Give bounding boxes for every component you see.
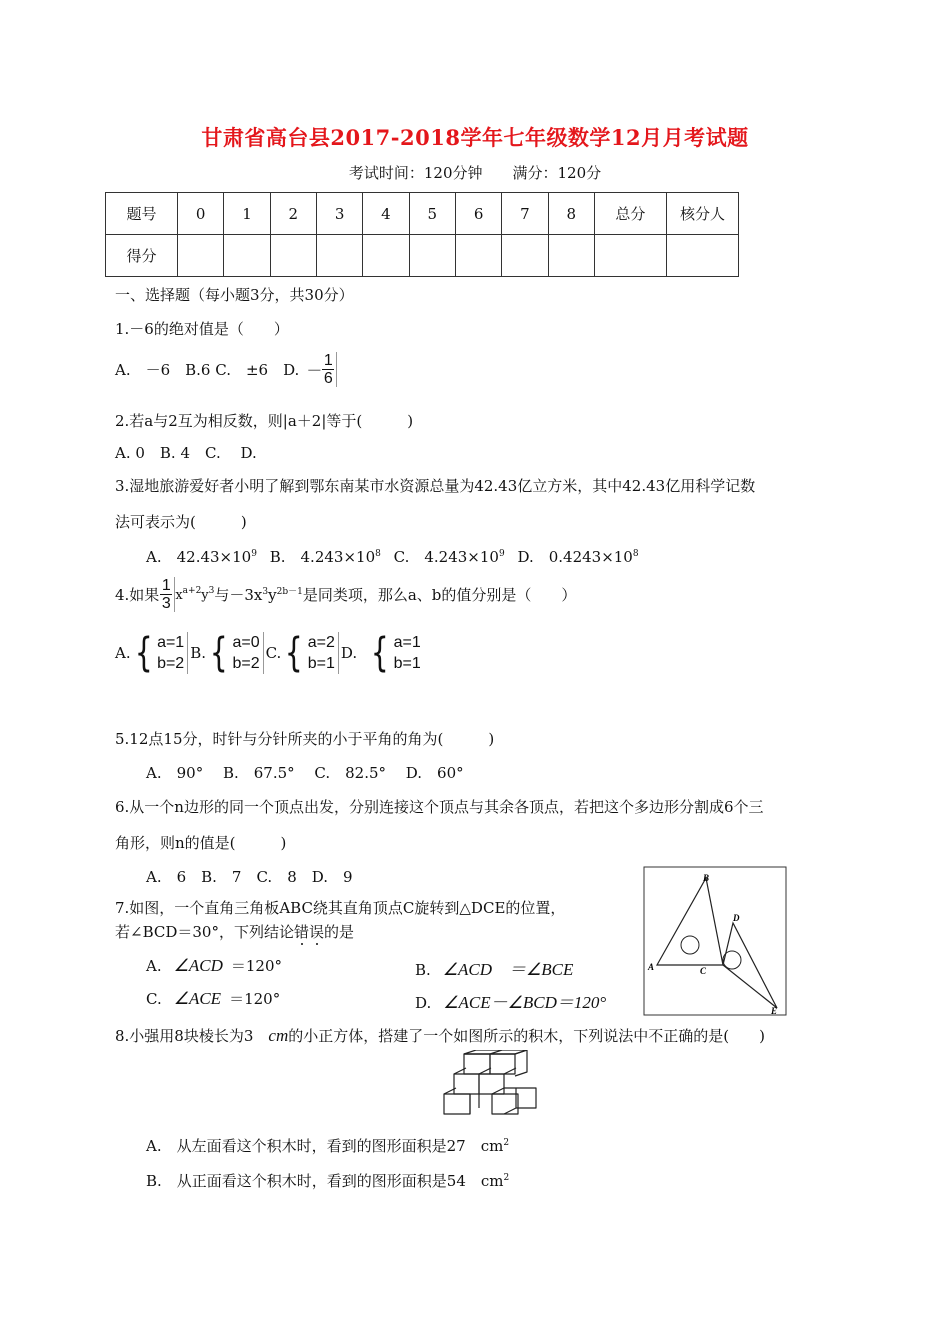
q8-opt-a-text: A. 从左面看这个积木时，看到的图形面积是27 cm bbox=[146, 1137, 504, 1155]
eq-line: b=2 bbox=[157, 655, 185, 672]
triangle-abc bbox=[657, 878, 723, 965]
q4-system-b bbox=[206, 632, 264, 674]
label-a: A bbox=[648, 962, 655, 972]
cell-header: 8 bbox=[548, 193, 594, 235]
cell-header: 0 bbox=[177, 193, 223, 235]
q7-opt-a-expr: ∠ACD bbox=[173, 956, 223, 975]
q3-opt-b-exp: 8 bbox=[375, 549, 381, 559]
q3-option-c bbox=[394, 546, 505, 567]
q4-opt-label: A. bbox=[115, 644, 131, 662]
q7-stem-pre: 若∠BCD＝30°，下列结论 bbox=[115, 923, 294, 941]
q8-opt-b-text: B. 从正面看这个积木时，看到的图形面积是54 cm bbox=[146, 1172, 504, 1190]
section-heading: 一、选择题（每小题3分，共30分） bbox=[115, 286, 354, 304]
cell-header: 总分 bbox=[594, 193, 666, 235]
cell-header: 3 bbox=[316, 193, 362, 235]
cell-header: 2 bbox=[270, 193, 316, 235]
q7-opt-c-val: ＝120° bbox=[229, 990, 281, 1008]
score-cell[interactable] bbox=[455, 235, 501, 277]
q1-frac bbox=[322, 352, 334, 387]
cell-header: 4 bbox=[363, 193, 409, 235]
cube-front-1 bbox=[444, 1094, 470, 1114]
score-cell[interactable] bbox=[177, 235, 223, 277]
q1-frac-num: 1 bbox=[323, 352, 333, 369]
q4-mid: 与－3x bbox=[214, 586, 263, 604]
q3-stem-line1: 3.湿地旅游爱好者小明了解到鄂东南某市水资源总量为42.43亿立方米，其中42.43亿用科学记数 bbox=[115, 477, 756, 495]
q8-option-b bbox=[146, 1170, 509, 1191]
q7-opt-label: C. bbox=[146, 990, 162, 1008]
q4-term1-base: x bbox=[175, 588, 183, 603]
q7-opt-label: D. bbox=[415, 994, 432, 1012]
q7-opt-label: A. bbox=[146, 957, 162, 975]
eq-line: a=1 bbox=[393, 634, 421, 651]
eq-line: b=1 bbox=[307, 655, 335, 672]
q3-options bbox=[146, 546, 639, 567]
cell-header: 1 bbox=[224, 193, 270, 235]
brace-glyph: { bbox=[285, 630, 303, 676]
cube-mid-right bbox=[479, 1074, 504, 1094]
score-cell[interactable] bbox=[363, 235, 409, 277]
q3-option-a bbox=[146, 546, 257, 567]
q6-options: A. 6 B. 7 C. 8 D. 9 bbox=[146, 868, 353, 886]
score-cell[interactable] bbox=[316, 235, 362, 277]
q6-stem-line1: 6.从一个n边形的同一个顶点出发，分别连接这个顶点与其余各顶点，若把这个多边形分割成6个三 bbox=[115, 798, 764, 816]
score-cell[interactable] bbox=[548, 235, 594, 277]
eq-line: b=1 bbox=[393, 655, 421, 672]
score-table bbox=[105, 192, 739, 277]
q4-frac bbox=[159, 577, 175, 612]
q7-figure bbox=[640, 865, 790, 1020]
q4-suffix: 是同类项，那么a、b的值分别是（ ） bbox=[302, 586, 577, 604]
q4-term2-exp: 3 bbox=[262, 587, 269, 597]
label-b: B bbox=[703, 873, 710, 883]
q7-stem-line2 bbox=[115, 921, 354, 942]
cube-mid-left bbox=[454, 1074, 479, 1094]
q3-opt-b-text: B. 4.243×10 bbox=[269, 548, 376, 566]
q1-options bbox=[115, 352, 337, 387]
q7-emphasis: 误 bbox=[308, 923, 324, 941]
q2-stem: 2.若a与2互为相反数，则|a＋2|等于( ) bbox=[115, 412, 414, 430]
cube-bottom-edges bbox=[444, 1088, 536, 1114]
triangle-dce bbox=[723, 923, 777, 1008]
q7-opt-d-expr: ∠ACE－∠BCD＝120° bbox=[443, 993, 607, 1012]
q4-term1b-exp: 3 bbox=[208, 586, 215, 596]
exam-info bbox=[0, 162, 950, 183]
q7-opt-b-expr: ∠ACD ＝∠BCE bbox=[442, 960, 574, 979]
label-d: D bbox=[733, 913, 740, 923]
exam-time: 考试时间：120分钟 bbox=[348, 164, 483, 182]
score-cell[interactable] bbox=[502, 235, 548, 277]
q3-opt-c-text: C. 4.243×10 bbox=[393, 548, 499, 566]
q6-stem-line2: 角形，则n的值是( ) bbox=[115, 834, 287, 852]
q4-term2b-exp: 2b－1 bbox=[276, 587, 303, 597]
figure-frame bbox=[644, 867, 786, 1015]
q7-stem-line1: 7.如图，一个直角三角板ABC绕其直角顶点C旋转到△DCE的位置， bbox=[115, 899, 566, 917]
q8-stem-pre: 8.小强用8块棱长为3 bbox=[115, 1027, 269, 1045]
cell-header: 核分人 bbox=[666, 193, 738, 235]
eq-line: a=0 bbox=[232, 634, 260, 651]
q3-opt-c-exp: 9 bbox=[498, 549, 505, 559]
q4-system-a bbox=[131, 632, 189, 674]
q7-opt-a-val: ＝120° bbox=[230, 957, 282, 975]
score-cell[interactable] bbox=[666, 235, 738, 277]
q5-options: A. 90° B. 67.5° C. 82.5° D. 60° bbox=[146, 764, 464, 782]
cube-front-2 bbox=[492, 1094, 518, 1114]
q4-term2b-base: y bbox=[268, 586, 277, 604]
q2-options: A. 0 B. 4 C. D. bbox=[115, 444, 257, 462]
q7-option-c bbox=[146, 988, 280, 1009]
q4-opt-label: C. bbox=[265, 644, 282, 662]
eq-line: a=2 bbox=[307, 634, 335, 651]
score-cell[interactable] bbox=[594, 235, 666, 277]
cell-header: 6 bbox=[455, 193, 501, 235]
q4-opt-label: B. bbox=[190, 644, 206, 662]
q7-option-b bbox=[415, 955, 573, 980]
q1-frac-den: 6 bbox=[323, 370, 333, 387]
q8-cube-figure bbox=[440, 1050, 542, 1120]
label-c: C bbox=[700, 966, 707, 976]
eq-line: b=2 bbox=[232, 655, 260, 672]
cell-header: 5 bbox=[409, 193, 455, 235]
brace-glyph: { bbox=[370, 630, 389, 676]
score-cell[interactable] bbox=[409, 235, 455, 277]
q3-stem-line2: 法可表示为( ) bbox=[115, 513, 247, 531]
q8-unit: cm bbox=[268, 1026, 289, 1045]
q5-stem: 5.12点15分，时针与分针所夹的小于平角的角为( ) bbox=[115, 730, 495, 748]
q7-option-a bbox=[146, 955, 282, 976]
cube-mid-edges bbox=[454, 1068, 516, 1074]
q4-system-d bbox=[367, 632, 424, 674]
q7-opt-c-expr: ∠ACE bbox=[173, 989, 222, 1008]
score-cell[interactable] bbox=[270, 235, 316, 277]
q8-option-a bbox=[146, 1135, 509, 1156]
label-e: E bbox=[771, 1006, 778, 1016]
q7-stem-post: 的是 bbox=[324, 923, 355, 941]
q4-opt-label: D. bbox=[340, 644, 358, 662]
exam-full-score: 满分：120分 bbox=[512, 164, 602, 182]
cell-header: 题号 bbox=[106, 193, 178, 235]
q4-term1-exp: a+2 bbox=[182, 586, 202, 596]
page-title: 甘肃省高台县2017-2018学年七年级数学12月月考试题 bbox=[201, 125, 749, 150]
q4-frac-den: 3 bbox=[161, 595, 171, 612]
brace-glyph: { bbox=[134, 630, 153, 676]
q7-opt-label: B. bbox=[415, 961, 431, 979]
q7-emphasis: 错 bbox=[293, 923, 309, 941]
q8-stem-post: 的小正方体，搭建了一个如图所示的积木，下列说法中不正确的是( ) bbox=[288, 1027, 765, 1045]
cell-header: 7 bbox=[502, 193, 548, 235]
q4-stem bbox=[115, 577, 576, 612]
q3-opt-a-text: A. 42.43×10 bbox=[146, 548, 252, 566]
q4-prefix: 4.如果 bbox=[115, 586, 160, 604]
q3-opt-d-text: D. 0.4243×10 bbox=[517, 548, 633, 566]
q4-term2 bbox=[214, 584, 302, 605]
q3-opt-a-exp: 9 bbox=[251, 549, 257, 559]
q8-opt-a-exp: 2 bbox=[503, 1138, 510, 1148]
q4-term1b-base: y bbox=[201, 588, 209, 603]
brace-glyph: { bbox=[209, 630, 228, 676]
triangle-hole-icon bbox=[681, 936, 699, 954]
q1-stem: 1.－6的绝对值是（ ） bbox=[115, 320, 289, 338]
q3-opt-d-exp: 8 bbox=[632, 549, 639, 559]
q3-option-d bbox=[517, 546, 638, 567]
q7-option-d bbox=[415, 988, 606, 1013]
cell-score-label: 得分 bbox=[106, 235, 178, 277]
score-cell[interactable] bbox=[224, 235, 270, 277]
score-table-header-row bbox=[106, 193, 739, 235]
q1-options-text: A. －6 B.6 C. ±6 D. bbox=[115, 361, 300, 379]
q4-frac-num: 1 bbox=[161, 577, 171, 594]
q3-option-b bbox=[270, 546, 381, 567]
q4-term1 bbox=[175, 586, 214, 603]
q1-option-d-fraction bbox=[305, 352, 337, 387]
eq-line: a=1 bbox=[157, 634, 185, 651]
cube-gap-edges bbox=[470, 1094, 479, 1114]
q8-opt-b-exp: 2 bbox=[503, 1173, 510, 1183]
q4-system-c bbox=[281, 632, 339, 674]
score-table-score-row bbox=[106, 235, 739, 277]
triangle-hole-icon bbox=[723, 951, 741, 969]
q8-stem bbox=[115, 1025, 765, 1046]
q1-frac-sign: － bbox=[306, 363, 323, 380]
q4-options bbox=[115, 632, 426, 674]
